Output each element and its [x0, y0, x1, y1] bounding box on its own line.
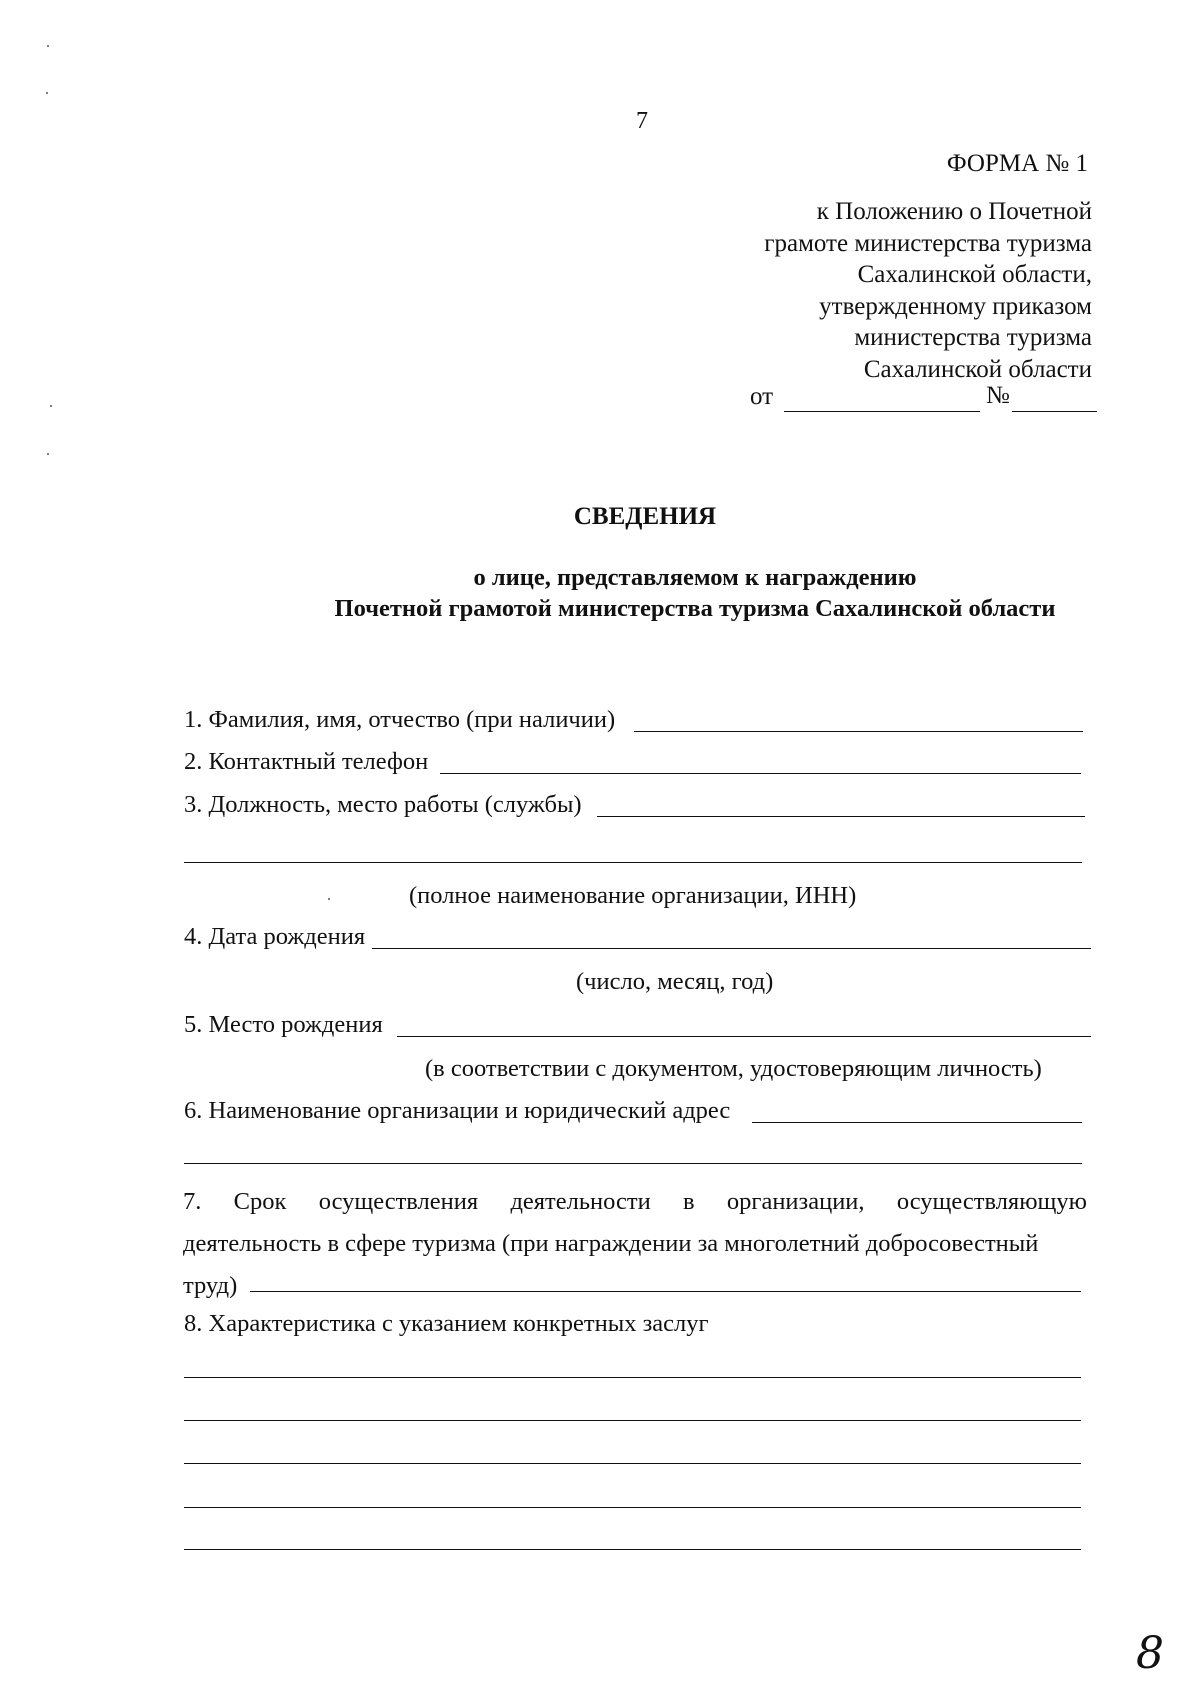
approval-line: Сахалинской области,	[857, 261, 1092, 288]
field-term-blank[interactable]	[250, 1291, 1081, 1292]
document-subtitle	[0, 562, 1200, 624]
field-term-line-3-text: труд)	[183, 1272, 238, 1299]
number-sign: №	[986, 382, 1010, 409]
subtitle-line: о лице, представляемом к награждению	[473, 564, 917, 591]
word: Срок	[233, 1188, 287, 1215]
approval-line: Сахалинской области	[863, 355, 1092, 383]
approval-line: к Положению о Почетной	[816, 198, 1092, 225]
date-prefix: от	[750, 383, 774, 410]
field-full-name-blank[interactable]	[634, 731, 1083, 732]
subtitle-line: Почетной грамотой министерства туризма Сахалинской области	[334, 595, 1056, 622]
field-characteristics-blank-4[interactable]	[184, 1507, 1081, 1508]
word: деятельности	[510, 1188, 651, 1215]
field-position-hint: (полное наименование организации, ИНН)	[409, 882, 857, 909]
date-blank	[784, 411, 980, 412]
field-birth-place-hint: (в соответствии с документом, удостоверяющим личность)	[425, 1055, 1042, 1082]
field-characteristics-blank-5[interactable]	[184, 1549, 1081, 1550]
word: организации,	[726, 1188, 865, 1215]
field-full-name-label: 1. Фамилия, имя, отчество (при наличии)	[184, 706, 616, 733]
field-organization-label: 6. Наименование организации и юридический адрес	[184, 1097, 731, 1124]
field-characteristics-label: 8. Характеристика с указанием конкретных заслуг	[184, 1310, 709, 1337]
field-position-label: 3. Должность, место работы (службы)	[184, 791, 582, 818]
field-birth-date-hint: (число, месяц, год)	[576, 968, 774, 995]
document-title: СВЕДЕНИЯ	[573, 503, 717, 530]
field-characteristics-blank-2[interactable]	[184, 1420, 1081, 1421]
field-birth-place-blank[interactable]	[397, 1036, 1091, 1037]
handwritten-page-number: 8	[1136, 1628, 1164, 1679]
scan-speck	[46, 92, 48, 94]
field-organization-blank-2[interactable]	[184, 1163, 1082, 1164]
field-birth-date-blank[interactable]	[372, 948, 1091, 949]
approval-line: утвержденному приказом	[819, 292, 1092, 320]
field-characteristics-blank-1[interactable]	[184, 1377, 1081, 1378]
approval-block	[764, 196, 1092, 385]
number-blank	[1012, 411, 1097, 412]
form-label: ФОРМА № 1	[946, 150, 1088, 177]
word: осуществляющую	[896, 1188, 1087, 1215]
scan-speck	[47, 453, 49, 455]
page-number: 7	[636, 108, 648, 134]
approval-line: министерства туризма	[854, 324, 1092, 351]
scan-speck	[47, 45, 49, 47]
field-term-line-2-text: деятельность в сфере туризма (при награждении за многолетний добросовестный	[183, 1230, 1039, 1257]
word: 7.	[183, 1188, 202, 1215]
scan-speck	[328, 898, 330, 900]
field-characteristics-blank-3[interactable]	[184, 1463, 1081, 1464]
field-organization-blank[interactable]	[752, 1122, 1082, 1123]
field-position-blank-2[interactable]	[184, 862, 1082, 863]
field-term-paragraph	[183, 1181, 1087, 1307]
field-birth-place-label: 5. Место рождения	[184, 1011, 383, 1038]
field-phone-blank[interactable]	[440, 773, 1081, 774]
word: в	[683, 1188, 695, 1215]
field-term-line-2	[183, 1223, 1087, 1265]
word: осуществления	[318, 1188, 479, 1215]
field-position-blank[interactable]	[597, 816, 1085, 817]
scan-speck	[50, 405, 52, 407]
field-birth-date-label: 4. Дата рождения	[184, 923, 366, 950]
field-term-line-1	[183, 1181, 1087, 1223]
field-term-line-3	[183, 1265, 1087, 1307]
field-phone-label: 2. Контактный телефон	[184, 748, 429, 775]
approval-line: грамоте министерства туризма	[764, 229, 1092, 257]
order-date-line	[750, 383, 773, 411]
